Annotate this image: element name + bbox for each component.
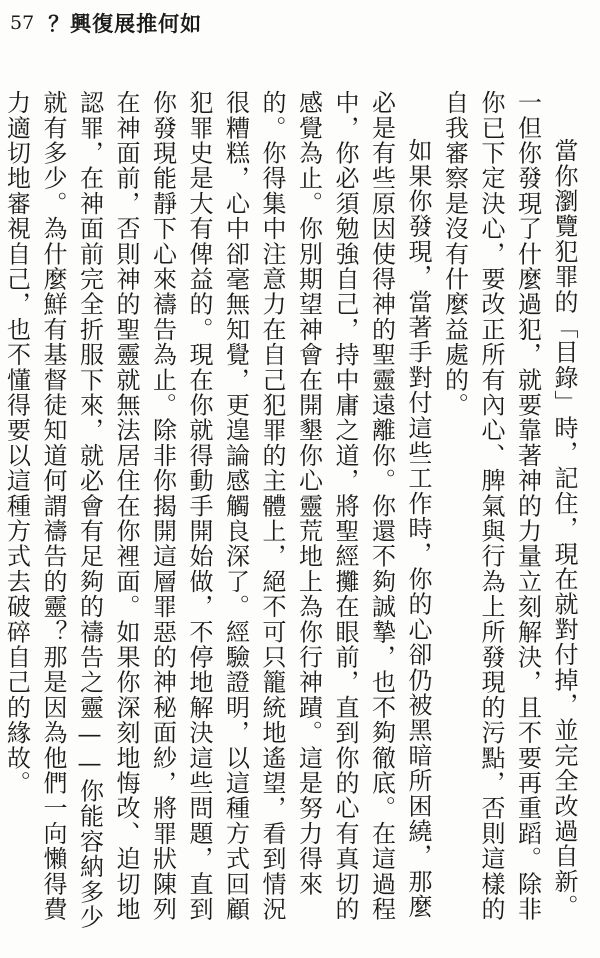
paragraph-2: 如果你發現，當著手對付這些工作時，你的心卻仍被黑暗所困繞，那麼必是有些原因使得神的聖靈遠離你。你還不夠誠摯，也不夠徹底。在這過程中，你必須勉強自己，持中庸之道，將聖經攤在眼前，直到你的心有真切的感覺為止。你別期望神會在開墾你心靈荒地上為你行神蹟。這是努力得來的。你得集中注意力在自己犯罪的主體上，絕不可只籠統地遙望，看到情況很糟糕，心中卻毫無知覺，更遑論感觸良深了。經驗證明，以這種方式回顧犯罪史是大有俾益的。現在你就得動手開始做，不停地解決這些問題，直到你發現能靜下心來禱告為止。除非你揭開這層罪惡的神秘面紗，將罪狀陳列在神面前，否則神的聖靈就無法居住在你裡面。如果你深刻地悔改、迫切地認罪，在神面前完全折服下來，就必會有足夠的禱告之靈——你能容納多少就有多少。為什麼鮮有基督徒知道何謂禱告的靈？那是因為他們一向懶得費力適切地審視自己，也不懂得要以這種方式去破碎自己的緣故。 <box>2 90 432 930</box>
page-header <box>10 8 202 38</box>
running-title: ？興復展推何如 <box>48 11 203 36</box>
paragraph-1: 當你瀏覽犯罪的「目錄」時，記住，現在就對付掉，並完全改過自新。一但你發現了什麼過犯，就要靠著神的力量立刻解決，且不要再重蹈。除非你已下定決心，要改正所有內心、脾氣與行為上所發現的污點，否則這樣的自我審察是沒有什麼益處的。 <box>440 90 578 922</box>
page-number: 57 <box>10 12 35 34</box>
vertical-body-text <box>2 90 582 940</box>
